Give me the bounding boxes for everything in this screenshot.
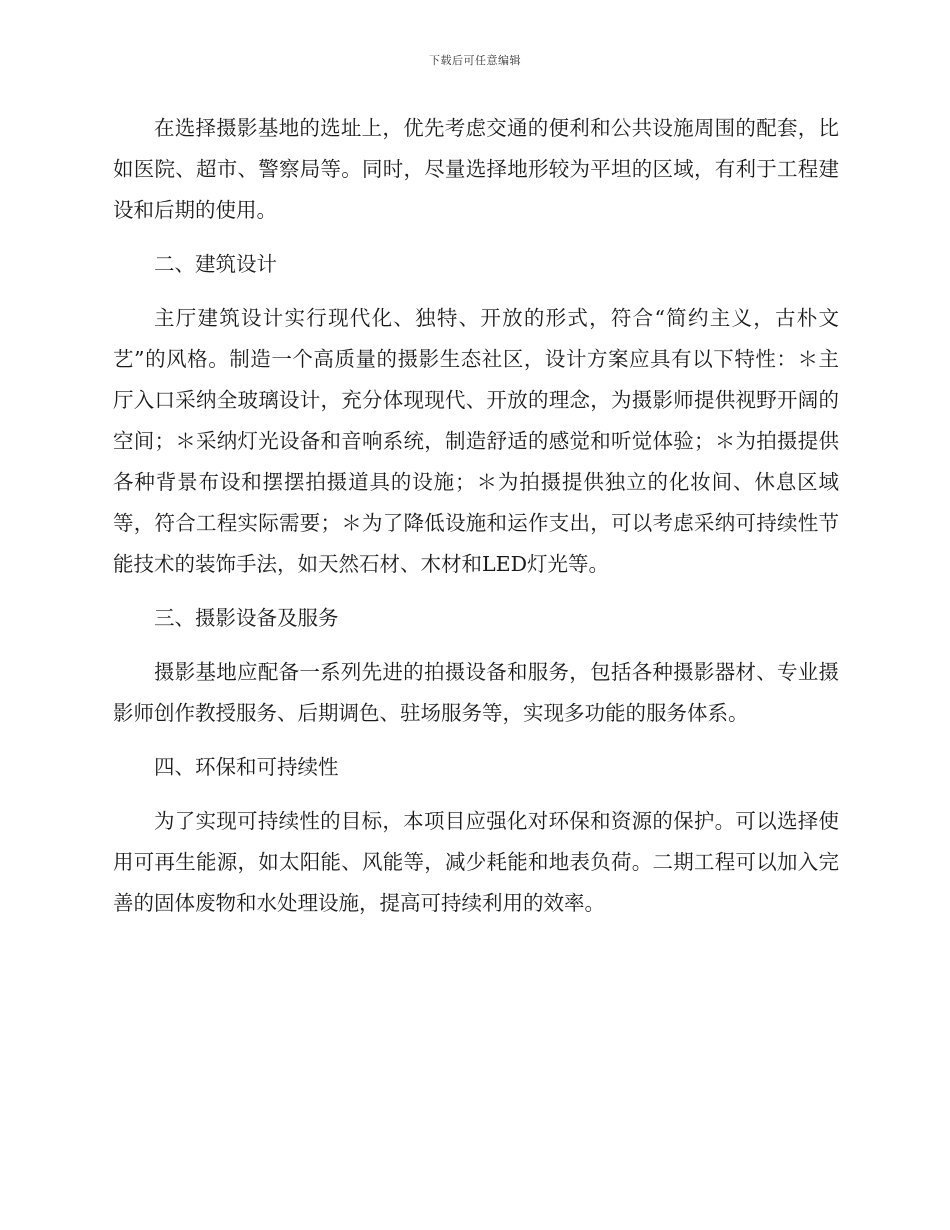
- section-heading-sustainability: 四、环保和可持续性: [154, 755, 339, 779]
- paragraph-equipment: 摄影基地应配备一系列先进的拍摄设备和服务，包括各种摄影器材、专业摄影师创作教授服务、后期调色、驻场服务等，实现多功能的服务体系。: [113, 660, 839, 725]
- paragraph-architecture: 主厅建筑设计实行现代化、独特、开放的形式，符合“简约主义，古朴文艺”的风格。制造一个高质量的摄影生态社区，设计方案应具有以下特性：＊主厅入口采纳全玻璃设计，充分体现现代、开放的理念，为摄影师提供视野开阔的空间；＊采纳灯光设备和音响系统，制造舒适的感觉和听觉体验；＊为拍摄提供各种背景布设和摆摆拍摄道具的设施；＊为拍摄提供独立的化妆间、休息区域等，符合工程实际需要；＊为了降低设施和运作支出，可以考虑采纳可持续性节能技术的装饰手法，如天然石材、木材和LED灯光等。: [113, 306, 839, 576]
- section-heading-equipment: 三、摄影设备及服务: [154, 606, 339, 630]
- section-heading-architecture: 二、建筑设计: [154, 252, 277, 276]
- page-header: 下载后可任意编辑: [429, 54, 521, 67]
- document-body: [113, 108, 839, 937]
- paragraph-sustainability: 为了实现可持续性的目标，本项目应强化对环保和资源的保护。可以选择使用可再生能源，如太阳能、风能等，减少耗能和地表负荷。二期工程可以加入完善的固体废物和水处理设施，提高可持续利用的效率。: [113, 809, 839, 915]
- paragraph-site-selection: 在选择摄影基地的选址上，优先考虑交通的便利和公共设施周围的配套，比如医院、超市、警察局等。同时，尽量选择地形较为平坦的区域，有利于工程建设和后期的使用。: [113, 116, 839, 222]
